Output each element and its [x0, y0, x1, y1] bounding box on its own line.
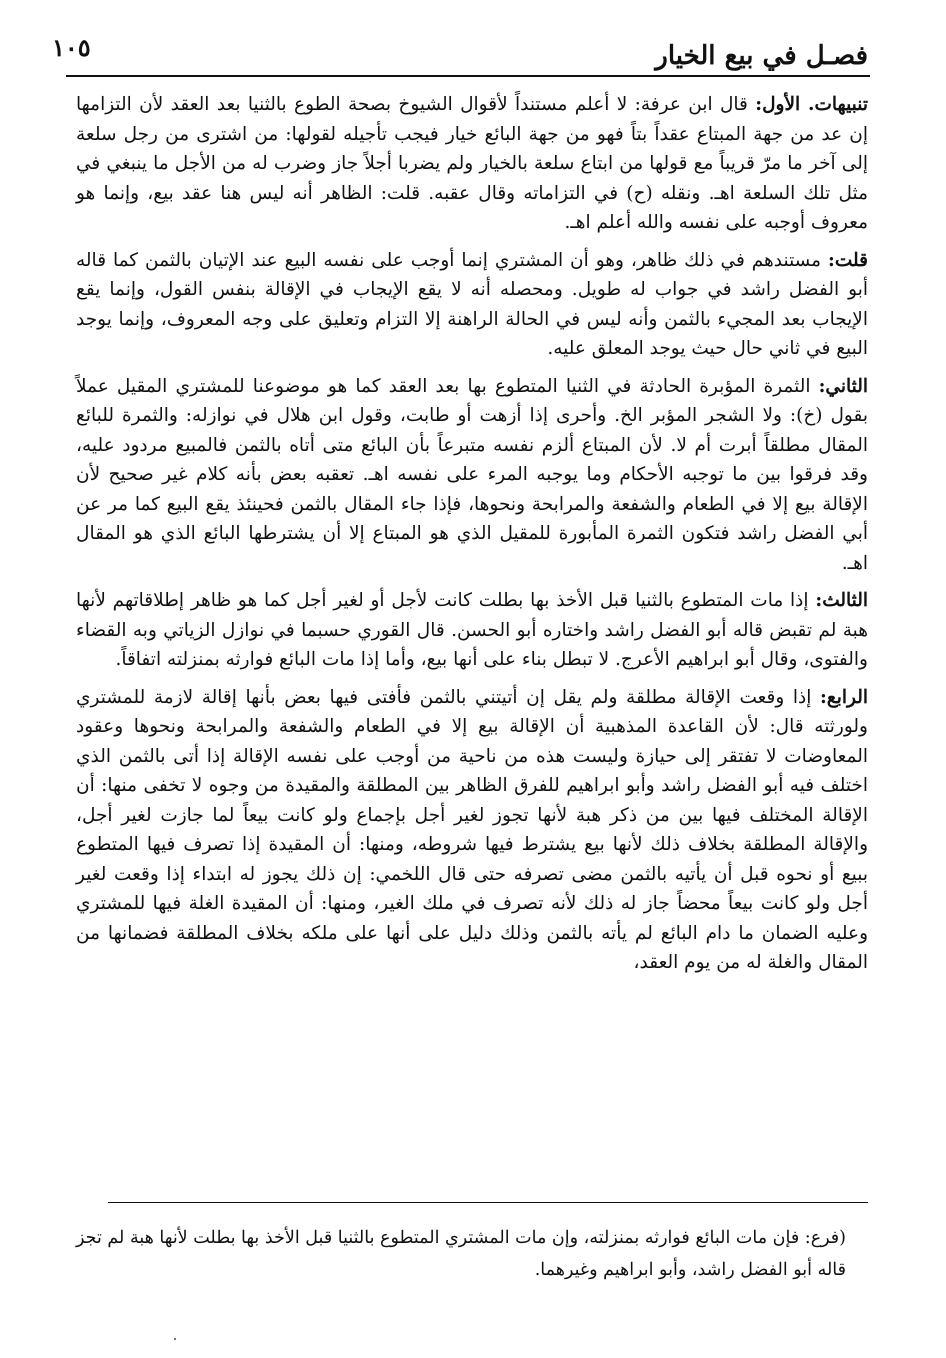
footnote-divider — [108, 1202, 868, 1203]
paragraph-body: الثمرة المؤبرة الحادثة في الثنيا المتطوع بها بعد العقد كما هو موضوعنا للمشتري المقيل عملاً بقول (خ): ولا الشجر المؤبر الخ. وأحرى إذا أزهت أو طابت، وقول ابن هلال في نوازله: والثمرة للبائع المقال مطلقاً أبرت أم لا. لأن المبتاع ألزم نفسه متبرعاً بأن البائع متى أتاه بالثمن فالمبيع مردود عليه، وقد فرقوا بين ما توجبه الأحكام وما يوجبه المرء على نفسه اهـ. تعقبه بعض بأنه كلام غير صحيح لأن الإقالة بيع إلا في الطعام والشفعة والمرابحة ونحوها، فإذا جاء المقال بالثمن فحينئذ يقع البيع كما مر عن أبي الفضل راشد فتكون الثمرة المأبورة للمقيل الذي هو المبتاع إلا أن يشترطها البائع الذي هو المقال اهـ. — [76, 375, 868, 574]
paragraph-heading: قلت: — [828, 249, 868, 271]
paragraph-heading: الرابع: — [820, 686, 868, 708]
paragraph-third — [76, 586, 868, 675]
main-text — [76, 90, 868, 986]
running-header-title: فصـل في بيع الخيار — [655, 41, 868, 71]
paragraph-body: قال ابن عرفة: لا أعلم مستنداً لأقوال الشيوخ بصحة الطوع بالثنيا بعد العقد لأن التزامها إن عد من جهة المبتاع عقداً بتاً فهو من جهة البائع خيار فيجب تأجيله لقولها: من اشترى من رجل سلعة إلى آخر ما مرّ قريباً مع قولها من ابتاع سلعة بالخيار ولم يضربا أجلاً جاز وضرب له من الأجل ما ينبغي في مثل تلك السلعة اهـ. ونقله (ح) في التزاماته وقال عقبه. قلت: الظاهر أنه ليس هنا عقد بيع، وإنما هو معروف أوجبه على نفسه والله أعلم اهـ. — [76, 94, 868, 233]
paragraph-heading: تنبيهات. الأول: — [755, 94, 868, 115]
paragraph-fourth — [76, 683, 868, 978]
paragraph-heading: الثالث: — [815, 590, 868, 611]
header-divider — [66, 75, 870, 77]
paragraph-body: إذا وقعت الإقالة مطلقة ولم يقل إن أتيتني بالثمن فأفتى فيها بعض بأنها إقالة لازمة للمشتري ولورثته قال: لأن القاعدة المذهبية أن الإقالة بيع إلا في الطعام والشفعة والمرابحة ونحوها وعقود المعاوضات لا تفتقر إلى حيازة وليست هذه من ناحية من أوجب على نفسه الإقالة إذا أتى بالثمن الذي اختلف فيه أبو الفضل راشد وأبو ابراهيم للفرق الظاهر بين المطلقة والمقيدة من وجوه لا تخفى منها: أن الإقالة المختلف فيها بين من ذكر هبة لأنها تجوز لغير أجل بإجماع ولو كانت بيعاً لما جازت لغير أجل، والإقالة المطلقة بخلاف ذلك لأنها بيع يشترط فيها شروطه، ومنها: أن المقيدة إذا تصرف فيها المتطوع ببيع أو نحوه قبل أن يأتيه بالثمن مضى تصرفه حتى قال اللخمي: إن ذلك يجوز له ابتداء إذا وقعت لغير أجل ولو كانت بيعاً محضاً جاز له ذلك لأنه تصرف في ملك الغير، ومنها: أن المقيدة الغلة فيها للمشتري وعليه الضمان ما دام البائع لم يأته بالثمن وذلك دليل على أنها على ملكه بخلاف المطلقة فضمانها من المقال والغلة له من يوم العقد، — [76, 686, 868, 973]
paragraph-tanbihat-first — [76, 90, 868, 238]
paragraph-body: إذا مات المتطوع بالثنيا قبل الأخذ بها بطلت كانت لأجل أو لغير أجل كما هو ظاهر إطلاقاتهم لأنها هبة لم تقبض قاله أبو الفضل راشد واختاره أبو الحسن. قال القوري حسبما في نوازل الزياتي وبه القضاء والفتوى، وقال أبو ابراهيم الأعرج. لا تبطل بناء على أنها بيع، وأما إذا مات البائع فوارثه بمنزلته اتفاقاً. — [76, 590, 868, 670]
footnote: (فرع: فإن مات البائع فوارثه بمنزلته، وإن مات المشتري المتطوع بالثنيا قبل الأخذ بها بطلت لأنها هبة لم تجز قاله أبو الفضل راشد، وأبو ابراهيم وغيرهما. — [76, 1228, 846, 1280]
page-number: ١٠٥ — [52, 33, 91, 62]
paragraph-qultu — [76, 246, 868, 364]
paragraph-second — [76, 372, 868, 579]
paragraph-body: مستندهم في ذلك ظاهر، وهو أن المشتري إنما أوجب على نفسه البيع عند الإتيان بالثمن كما قاله أبو الفضل راشد في جواب له طويل. ومحصله أنه لا يقع الإيجاب في الإقالة بنفس القول، وإنما يقع الإيجاب بعد المجيء بالثمن وأنه ليس في الحالة الراهنة إلا التزام وتعليق على وجه المعروف، وإنما يوجد البيع في ثاني حال حيث يوجد المعلق عليه. — [76, 249, 868, 359]
paragraph-heading: الثاني: — [818, 375, 868, 397]
scan-speck — [172, 1336, 178, 1342]
